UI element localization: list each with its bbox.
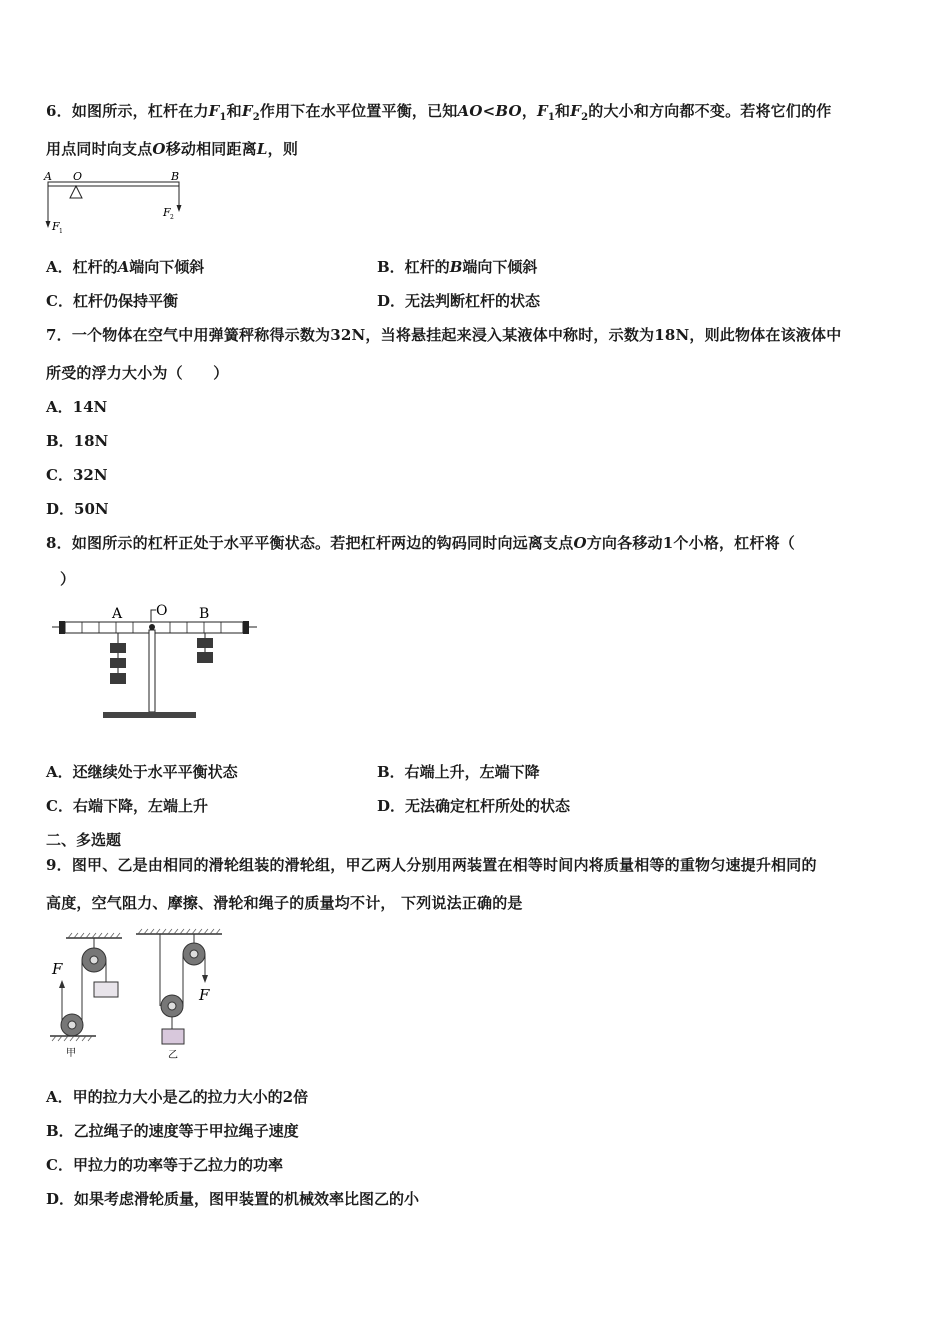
var-f1-sub: 1	[547, 112, 556, 123]
q8-line2: ）	[60, 570, 76, 588]
q9-line2: 高度，空气阻力、摩擦、滑轮和绳子的质量均不计， 下列说法正确的是	[46, 894, 523, 912]
q9-option-d[interactable]: D．如果考虑滑轮质量，图甲装置的机械效率比图乙的小	[46, 1190, 420, 1208]
var-f2: F	[570, 102, 582, 120]
arrow-up-left	[59, 980, 65, 988]
var-l: L	[256, 140, 268, 158]
q7-option-c[interactable]: C．32N	[46, 466, 108, 484]
q7-line2: 所受的浮力大小为（ ）	[46, 364, 229, 382]
weight-right-1	[197, 638, 213, 648]
var-f2-sub: 2	[252, 112, 260, 123]
label-yi: 乙	[168, 1050, 178, 1061]
q6-text: 移动相同距离	[165, 140, 257, 158]
option-text: B．杠杆的	[377, 258, 450, 276]
q9-option-a[interactable]: A．甲的拉力大小是乙的拉力大小的2倍	[46, 1088, 309, 1106]
var-o: O	[152, 140, 166, 158]
end-knob-left	[59, 621, 65, 634]
weight-left-1	[110, 643, 126, 653]
q9-line1: 9．图甲、乙是由相同的滑轮组装的滑轮组，甲乙两人分别用两装置在相等时间内将质量相等的重物匀速提升相同的	[46, 856, 817, 874]
var-f1: F	[537, 102, 548, 120]
arrow-down-right	[202, 975, 208, 983]
label-f2: F	[163, 206, 171, 219]
var-b: B	[449, 258, 463, 276]
end-knob-right	[243, 621, 249, 634]
q6-text: 作用下在水平位置平衡，已知	[259, 102, 458, 120]
q8-lever-figure	[48, 598, 263, 726]
force-f1-head	[46, 221, 51, 228]
q9-pulley-figure	[44, 926, 229, 1061]
q9-option-b[interactable]: B．乙拉绳子的速度等于甲拉绳子速度	[46, 1122, 299, 1140]
q8-option-c[interactable]: C．右端下降，左端上升	[46, 797, 208, 815]
q6-text: 和	[226, 102, 242, 120]
option-text: A．杠杆的	[46, 258, 118, 276]
q6-option-b[interactable]	[377, 257, 537, 277]
label-f1-sub: 1	[59, 228, 63, 235]
q6-text: 用点同时向支点	[46, 140, 153, 158]
pulley-axle	[68, 1021, 76, 1029]
label-jia: 甲	[66, 1048, 76, 1059]
q6-text: 的大小和方向都不变。若将它们的作	[588, 102, 832, 120]
option-text: 端向下倾斜	[462, 258, 538, 276]
q7-option-b[interactable]: B．18N	[46, 432, 109, 450]
load-box-right	[162, 1029, 184, 1044]
q7-option-a[interactable]: A．14N	[46, 398, 108, 416]
label-f2-sub: 2	[170, 214, 174, 221]
label-a: A	[44, 170, 52, 183]
q6-option-d[interactable]: D．无法判断杠杆的状态	[377, 292, 541, 310]
label-b: B	[199, 606, 210, 622]
label-f-left: F	[52, 960, 63, 978]
label-f1: F	[52, 220, 60, 233]
q6-line1	[46, 101, 831, 128]
q7-line1: 7．一个物体在空气中用弹簧秤称得示数为32N，当将悬挂起来浸入某液体中称时，示数为18N，则此物体在该液体中	[46, 326, 842, 344]
var-a: A	[117, 258, 130, 276]
q8-text: 方向各移动1个小格，杠杆将（	[586, 534, 795, 552]
section-title: 二、多选题	[46, 831, 122, 849]
pulley-axle	[168, 1002, 176, 1010]
q9-option-c[interactable]: C．甲拉力的功率等于乙拉力的功率	[46, 1156, 283, 1174]
q8-option-d[interactable]: D．无法确定杠杆所处的状态	[377, 797, 571, 815]
q7-option-d[interactable]: D．50N	[46, 500, 109, 518]
q8-text: 8．如图所示的杠杆正处于水平平衡状态。若把杠杆两边的钩码同时向远离支点	[46, 534, 574, 552]
var-f1-sub: 1	[219, 112, 227, 123]
q8-option-b[interactable]: B．右端上升，左端下降	[377, 763, 540, 781]
label-o: O	[73, 170, 83, 183]
force-f2-head	[177, 205, 182, 212]
var-f2-sub: 2	[581, 112, 589, 123]
label-f-right: F	[199, 986, 210, 1004]
pivot-pin	[149, 624, 155, 630]
label-a: A	[112, 606, 123, 622]
q6-option-c[interactable]: C．杠杆仍保持平衡	[46, 292, 178, 310]
var-ao-bo: AO<BO	[457, 102, 522, 120]
lever-bar	[48, 182, 179, 186]
stand-pole	[149, 630, 155, 712]
q6-text: ，则	[267, 140, 299, 158]
q6-lever-figure	[40, 168, 200, 238]
var-o: O	[573, 534, 587, 552]
option-text: 端向下倾斜	[129, 258, 205, 276]
q6-option-a[interactable]	[46, 257, 204, 277]
q6-text: ，	[521, 102, 538, 120]
var-f1: F	[208, 102, 220, 120]
q8-line1	[46, 533, 795, 553]
weight-right-2	[197, 652, 213, 663]
load-box-left	[94, 982, 118, 997]
label-b: B	[171, 170, 180, 183]
q8-option-a[interactable]: A．还继续处于水平平衡状态	[46, 763, 238, 781]
q6-text: 6．如图所示，杠杆在力	[46, 102, 209, 120]
var-f2: F	[241, 102, 253, 120]
q6-text: 和	[555, 102, 571, 120]
stand-base	[103, 712, 196, 718]
q6-line2	[46, 139, 298, 159]
label-o: O	[156, 603, 168, 619]
weight-left-3	[110, 673, 126, 684]
fulcrum	[70, 186, 82, 198]
weight-left-2	[110, 658, 126, 668]
pulley-axle	[190, 950, 198, 958]
pulley-axle	[90, 956, 98, 964]
